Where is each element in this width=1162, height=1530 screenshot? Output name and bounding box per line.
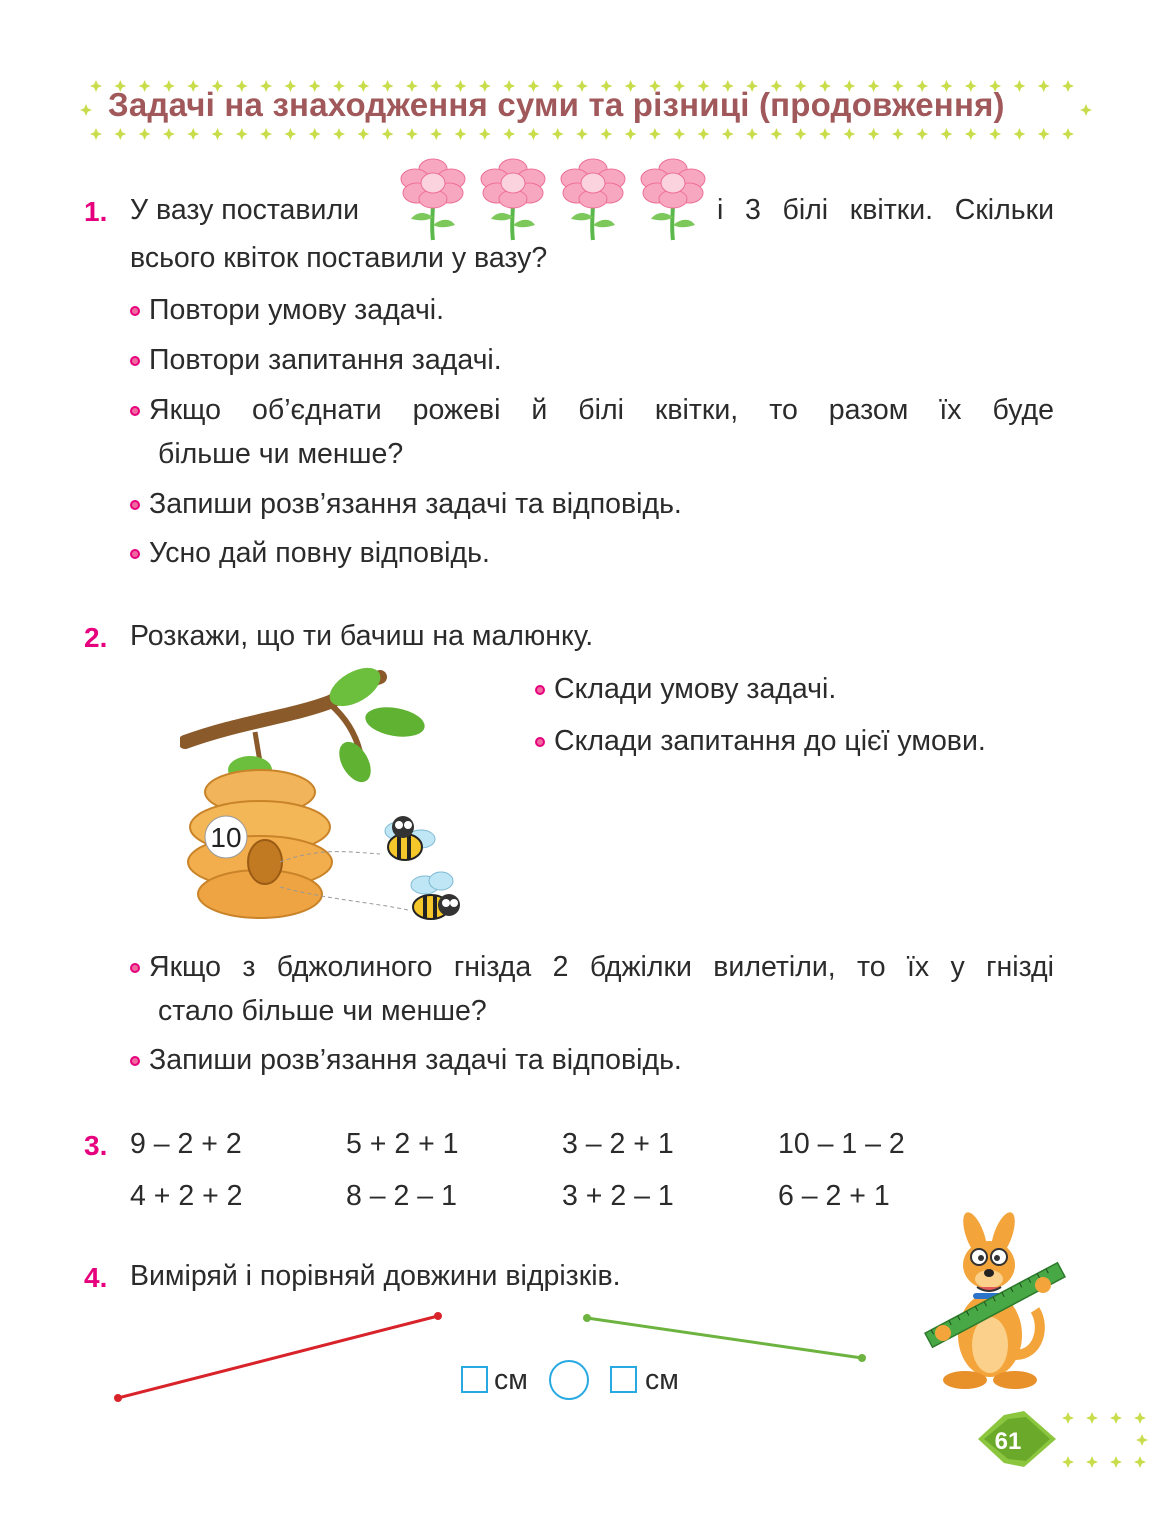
star-icon — [576, 128, 588, 140]
task-2-side-bullet-1 — [535, 667, 836, 711]
star-icon — [673, 128, 685, 140]
star-icon — [90, 128, 102, 140]
green-segment — [587, 1318, 862, 1358]
star-icon — [382, 128, 394, 140]
task-2-bullet-1 — [130, 945, 1054, 989]
expression: 3 + 2 – 1 — [562, 1180, 674, 1212]
bullet-dot — [130, 963, 140, 973]
star-icon — [1110, 1456, 1122, 1468]
unit-label-2: см — [645, 1364, 679, 1396]
star-icon — [649, 128, 661, 140]
hive-label: 10 — [210, 822, 242, 853]
bullet-text: Якщо об’єднати рожеві й білі квітки, то разом їх буде — [149, 394, 1054, 426]
star-icon — [1134, 1456, 1146, 1468]
expression: 3 – 2 + 1 — [562, 1128, 674, 1160]
bullet-dot — [130, 306, 140, 316]
star-icon — [625, 128, 637, 140]
expression: 8 – 2 – 1 — [346, 1180, 457, 1212]
expression: 9 – 2 + 2 — [130, 1128, 242, 1160]
kangaroo-image — [915, 1205, 1075, 1395]
comparison-circle[interactable] — [549, 1360, 589, 1400]
task-1-bullet-2 — [130, 338, 502, 382]
task-4-number: 4. — [84, 1262, 108, 1293]
task-1-bullet-1 — [130, 288, 444, 332]
star-icon — [260, 128, 272, 140]
task-1-bullet-5 — [130, 531, 490, 575]
expression: 10 – 1 – 2 — [778, 1128, 905, 1160]
star-icon — [1136, 1434, 1148, 1446]
star-icon — [868, 128, 880, 140]
star-icon — [1110, 1412, 1122, 1424]
star-icon — [333, 128, 345, 140]
star-icon — [698, 128, 710, 140]
task-2-number: 2. — [84, 622, 108, 653]
page-title: Задачі на знаходження суми та різниці (продовження) — [108, 86, 1005, 123]
star-icon — [90, 80, 102, 92]
star-icon — [503, 128, 515, 140]
star-icon — [1086, 1412, 1098, 1424]
star-icon — [941, 128, 953, 140]
star-icon — [916, 128, 928, 140]
bullet-dot — [535, 737, 545, 747]
star-icon — [406, 128, 418, 140]
bullet-text: Повтори запитання задачі. — [149, 344, 502, 376]
star-icon — [309, 128, 321, 140]
task-1-text-after — [717, 188, 1054, 232]
bullet-text: Запиши розв’язання задачі та відповідь. — [149, 1044, 682, 1076]
star-icon — [819, 128, 831, 140]
star-icon — [1013, 80, 1025, 92]
star-icon — [552, 128, 564, 140]
star-icon — [187, 128, 199, 140]
star-icon — [795, 128, 807, 140]
star-icon — [1134, 1412, 1146, 1424]
expression: 5 + 2 + 1 — [346, 1128, 459, 1160]
task-2-bullet-2 — [130, 1038, 682, 1082]
star-icon — [139, 128, 151, 140]
bullet-text: Запиши розв’язання задачі та відповідь. — [149, 488, 682, 520]
task-1-text-after-span: і 3 білі квітки. Скільки — [717, 194, 1054, 226]
star-icon — [163, 128, 175, 140]
bullet-dot — [130, 356, 140, 366]
red-segment — [118, 1316, 438, 1398]
star-icon — [1086, 1456, 1098, 1468]
star-icon — [746, 128, 758, 140]
star-icon — [989, 128, 1001, 140]
star-icon — [722, 128, 734, 140]
star-icon — [1038, 80, 1050, 92]
task-1-text-before: У вазу поставили — [130, 194, 360, 226]
page-number-badge — [968, 1405, 1068, 1475]
page-number: 61 — [994, 1428, 1022, 1455]
star-icon — [600, 128, 612, 140]
task-1-bullet-3-cont: більше чи менше? — [158, 438, 404, 470]
bullet-dot — [130, 500, 140, 510]
expression: 6 – 2 + 1 — [778, 1180, 890, 1212]
star-icon — [236, 128, 248, 140]
task-1-text-line2: всього квіток поставили у вазу? — [130, 242, 548, 274]
bullet-dot — [535, 685, 545, 695]
unit-label-1: см — [494, 1364, 528, 1396]
star-icon — [357, 128, 369, 140]
star-icon — [455, 128, 467, 140]
bullet-dot — [130, 549, 140, 559]
star-icon — [770, 128, 782, 140]
star-icon — [1062, 128, 1074, 140]
star-icon — [430, 128, 442, 140]
star-icon — [892, 128, 904, 140]
answer-box-2[interactable] — [610, 1366, 637, 1393]
segments-drawing — [0, 1300, 900, 1420]
pink-flowers-image — [393, 155, 713, 245]
bullet-text: Склади умову задачі. — [554, 673, 837, 705]
bullet-dot — [130, 406, 140, 416]
star-icon — [527, 128, 539, 140]
task-2-bullet-1-cont: стало більше чи менше? — [158, 995, 487, 1027]
bullet-text: Якщо з бджолиного гнізда 2 бджілки вилетіли, то їх у гнізді — [149, 951, 1054, 983]
star-icon — [1038, 128, 1050, 140]
bullet-text: Склади запитання до цієї умови. — [554, 725, 986, 757]
beehive-image — [180, 662, 470, 934]
bullet-text: Усно дай повну відповідь. — [149, 537, 490, 569]
task-1-bullet-3 — [130, 388, 1054, 432]
task-4-text: Виміряй і порівняй довжини відрізків. — [130, 1260, 621, 1292]
star-icon — [1080, 104, 1092, 116]
expression: 4 + 2 + 2 — [130, 1180, 243, 1212]
bullet-text: Повтори умову задачі. — [149, 294, 445, 326]
star-icon — [1013, 128, 1025, 140]
task-1-bullet-4 — [130, 482, 682, 526]
star-icon — [843, 128, 855, 140]
star-icon — [284, 128, 296, 140]
star-icon — [1062, 80, 1074, 92]
star-icon — [212, 128, 224, 140]
bullet-dot — [130, 1056, 140, 1066]
star-icon — [80, 104, 92, 116]
task-3-number: 3. — [84, 1130, 108, 1161]
star-icon — [965, 128, 977, 140]
answer-box-1[interactable] — [461, 1366, 488, 1393]
task-1-number: 1. — [84, 196, 108, 227]
star-icon — [479, 128, 491, 140]
star-icon — [114, 128, 126, 140]
task-2-text: Розкажи, що ти бачиш на малюнку. — [130, 620, 594, 652]
task-2-side-bullet-2 — [535, 719, 986, 763]
